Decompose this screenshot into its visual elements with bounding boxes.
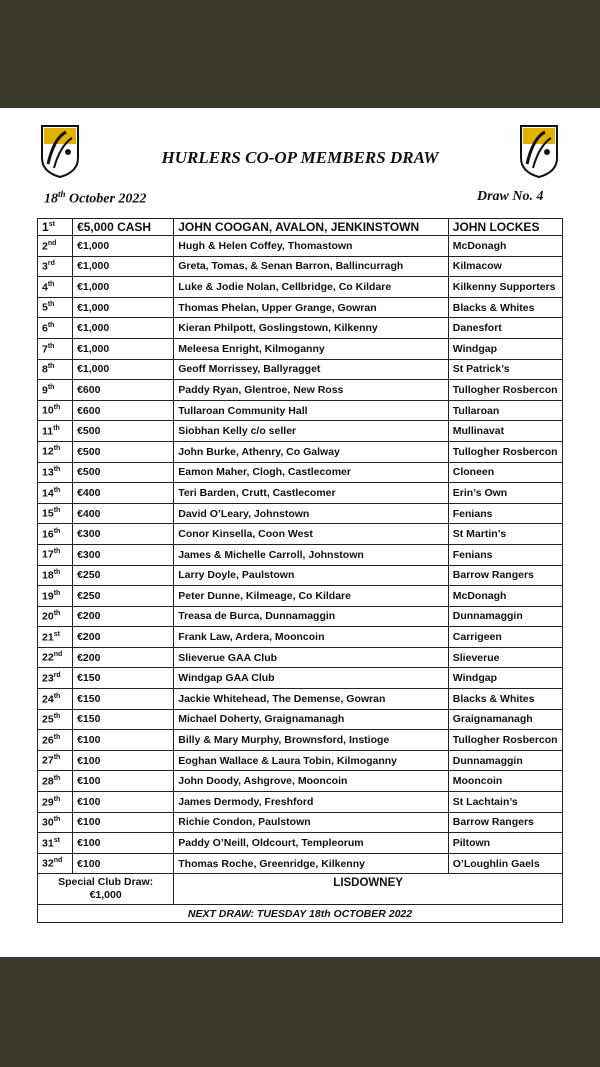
prize-cell: €5,000 CASH (73, 219, 174, 236)
position-cell: 11th (38, 421, 73, 442)
position-cell: 13th (38, 462, 73, 483)
prize-cell: €200 (73, 627, 174, 648)
table-row (38, 503, 563, 524)
prize-cell: €200 (73, 606, 174, 627)
club-cell: Carrigeen (448, 627, 562, 648)
position-cell: 27th (38, 750, 73, 771)
winner-name-cell: David O’Leary, Johnstown (174, 503, 449, 524)
prize-cell: €500 (73, 462, 174, 483)
special-club-draw-winner: LISDOWNEY (174, 874, 563, 905)
table-row (38, 668, 563, 689)
club-cell: Tullogher Rosbercon (448, 441, 562, 462)
position-cell: 10th (38, 400, 73, 421)
table-row (38, 400, 563, 421)
prize-cell: €150 (73, 668, 174, 689)
winner-name-cell: Conor Kinsella, Coon West (174, 524, 449, 545)
table-row (38, 318, 563, 339)
position-cell: 26th (38, 730, 73, 751)
table-row (38, 219, 563, 236)
winner-name-cell: JOHN COOGAN, AVALON, JENKINSTOWN (174, 219, 449, 236)
club-cell: Slieverue (448, 647, 562, 668)
position-cell: 20th (38, 606, 73, 627)
winner-name-cell: Billy & Mary Murphy, Brownsford, Instioge (174, 730, 449, 751)
table-row (38, 421, 563, 442)
prize-cell: €100 (73, 730, 174, 751)
table-row (38, 359, 563, 380)
club-cell: St Lachtain’s (448, 792, 562, 813)
prize-cell: €200 (73, 647, 174, 668)
position-cell: 28th (38, 771, 73, 792)
club-cell: Piltown (448, 833, 562, 854)
winner-name-cell: John Burke, Athenry, Co Galway (174, 441, 449, 462)
club-cell: Dunnamaggin (448, 750, 562, 771)
club-cell: Blacks & Whites (448, 689, 562, 710)
club-cell: Kilkenny Supporters (448, 277, 562, 298)
prize-cell: €300 (73, 544, 174, 565)
club-cell: Graignamanagh (448, 709, 562, 730)
winner-name-cell: Meleesa Enright, Kilmoganny (174, 338, 449, 359)
top-dark-band (0, 0, 600, 108)
prize-cell: €600 (73, 400, 174, 421)
club-cell: Mullinavat (448, 421, 562, 442)
winner-name-cell: Thomas Phelan, Upper Grange, Gowran (174, 297, 449, 318)
club-cell: McDonagh (448, 586, 562, 607)
position-cell: 1st (38, 219, 73, 236)
winner-name-cell: Kieran Philpott, Goslingstown, Kilkenny (174, 318, 449, 339)
winner-name-cell: Windgap GAA Club (174, 668, 449, 689)
winner-name-cell: Siobhan Kelly c/o seller (174, 421, 449, 442)
table-row (38, 483, 563, 504)
winner-name-cell: Frank Law, Ardera, Mooncoin (174, 627, 449, 648)
club-cell: St Patrick’s (448, 359, 562, 380)
club-cell: Barrow Rangers (448, 565, 562, 586)
table-row (38, 524, 563, 545)
prize-cell: €150 (73, 689, 174, 710)
club-cell: Windgap (448, 338, 562, 359)
table-row (38, 606, 563, 627)
prize-cell: €300 (73, 524, 174, 545)
position-cell: 23rd (38, 668, 73, 689)
prize-cell: €100 (73, 792, 174, 813)
prize-cell: €150 (73, 709, 174, 730)
next-draw-row (38, 905, 563, 923)
club-cell: Cloneen (448, 462, 562, 483)
position-cell: 19th (38, 586, 73, 607)
table-row (38, 853, 563, 874)
table-row (38, 771, 563, 792)
draw-results-sheet (0, 108, 600, 957)
club-cell: Erin’s Own (448, 483, 562, 504)
prize-cell: €100 (73, 750, 174, 771)
club-cell: Danesfort (448, 318, 562, 339)
club-cell: Dunnamaggin (448, 606, 562, 627)
position-cell: 3rd (38, 256, 73, 277)
winner-name-cell: Paddy Ryan, Glentroe, New Ross (174, 380, 449, 401)
position-cell: 8th (38, 359, 73, 380)
draw-number: Draw No. 4 (477, 189, 544, 204)
prize-cell: €1,000 (73, 359, 174, 380)
table-row (38, 833, 563, 854)
prize-cell: €500 (73, 441, 174, 462)
winner-name-cell: Eamon Maher, Clogh, Castlecomer (174, 462, 449, 483)
position-cell: 31st (38, 833, 73, 854)
club-cell: O’Loughlin Gaels (448, 853, 562, 874)
club-cell: Windgap (448, 668, 562, 689)
position-cell: 17th (38, 544, 73, 565)
prize-cell: €100 (73, 833, 174, 854)
special-club-draw-row (38, 874, 563, 905)
winner-name-cell: Paddy O’Neill, Oldcourt, Templeorum (174, 833, 449, 854)
table-row (38, 565, 563, 586)
prize-cell: €100 (73, 771, 174, 792)
position-cell: 30th (38, 812, 73, 833)
results-table (37, 218, 563, 923)
document-title: HURLERS CO-OP MEMBERS DRAW (161, 148, 439, 167)
table-row (38, 750, 563, 771)
prize-cell: €1,000 (73, 277, 174, 298)
position-cell: 24th (38, 689, 73, 710)
position-cell: 29th (38, 792, 73, 813)
position-cell: 6th (38, 318, 73, 339)
table-row (38, 730, 563, 751)
winner-name-cell: Luke & Jodie Nolan, Cellbridge, Co Kildare (174, 277, 449, 298)
position-cell: 5th (38, 297, 73, 318)
prize-cell: €600 (73, 380, 174, 401)
winner-name-cell: Greta, Tomas, & Senan Barron, Ballincurragh (174, 256, 449, 277)
winner-name-cell: Tullaroan Community Hall (174, 400, 449, 421)
table-row (38, 256, 563, 277)
winner-name-cell: Hugh & Helen Coffey, Thomastown (174, 236, 449, 257)
club-cell: Mooncoin (448, 771, 562, 792)
winner-name-cell: Geoff Morrissey, Ballyragget (174, 359, 449, 380)
position-cell: 14th (38, 483, 73, 504)
table-row (38, 441, 563, 462)
position-cell: 22nd (38, 647, 73, 668)
winner-name-cell: Jackie Whitehead, The Demense, Gowran (174, 689, 449, 710)
prize-cell: €100 (73, 853, 174, 874)
table-row (38, 647, 563, 668)
position-cell: 21st (38, 627, 73, 648)
winner-name-cell: Larry Doyle, Paulstown (174, 565, 449, 586)
club-cell: Tullogher Rosbercon (448, 380, 562, 401)
table-row (38, 544, 563, 565)
table-row (38, 709, 563, 730)
club-cell: Fenians (448, 544, 562, 565)
winner-name-cell: Peter Dunne, Kilmeage, Co Kildare (174, 586, 449, 607)
prize-cell: €1,000 (73, 256, 174, 277)
bottom-dark-band (0, 957, 600, 1067)
club-cell: St Martin’s (448, 524, 562, 545)
winner-name-cell: Slieverue GAA Club (174, 647, 449, 668)
table-row (38, 338, 563, 359)
draw-date: 18th October 2022 (44, 189, 147, 207)
position-cell: 2nd (38, 236, 73, 257)
position-cell: 16th (38, 524, 73, 545)
table-row (38, 689, 563, 710)
club-cell: JOHN LOCKES (448, 219, 562, 236)
club-cell: Tullogher Rosbercon (448, 730, 562, 751)
winner-name-cell: James Dermody, Freshford (174, 792, 449, 813)
next-draw-notice: NEXT DRAW: TUESDAY 18th OCTOBER 2022 (38, 905, 563, 923)
prize-cell: €500 (73, 421, 174, 442)
club-cell: Blacks & Whites (448, 297, 562, 318)
prize-cell: €1,000 (73, 236, 174, 257)
winner-name-cell: Eoghan Wallace & Laura Tobin, Kilmoganny (174, 750, 449, 771)
prize-cell: €1,000 (73, 318, 174, 339)
prize-cell: €250 (73, 565, 174, 586)
table-row (38, 586, 563, 607)
table-row (38, 462, 563, 483)
position-cell: 12th (38, 441, 73, 462)
table-row (38, 380, 563, 401)
special-club-draw-label: Special Club Draw: €1,000 (38, 874, 174, 905)
prize-cell: €400 (73, 483, 174, 504)
position-cell: 18th (38, 565, 73, 586)
table-row (38, 627, 563, 648)
prize-cell: €1,000 (73, 338, 174, 359)
club-cell: Tullaroan (448, 400, 562, 421)
table-row (38, 792, 563, 813)
position-cell: 25th (38, 709, 73, 730)
table-row (38, 236, 563, 257)
winner-name-cell: James & Michelle Carroll, Johnstown (174, 544, 449, 565)
prize-cell: €100 (73, 812, 174, 833)
club-cell: Kilmacow (448, 256, 562, 277)
club-cell: McDonagh (448, 236, 562, 257)
club-cell: Fenians (448, 503, 562, 524)
winner-name-cell: Richie Condon, Paulstown (174, 812, 449, 833)
winner-name-cell: Treasa de Burca, Dunnamaggin (174, 606, 449, 627)
position-cell: 4th (38, 277, 73, 298)
prize-cell: €1,000 (73, 297, 174, 318)
table-row (38, 277, 563, 298)
table-row (38, 297, 563, 318)
table-row (38, 812, 563, 833)
club-cell: Barrow Rangers (448, 812, 562, 833)
position-cell: 32nd (38, 853, 73, 874)
winner-name-cell: John Doody, Ashgrove, Mooncoin (174, 771, 449, 792)
position-cell: 7th (38, 338, 73, 359)
winner-name-cell: Thomas Roche, Greenridge, Kilkenny (174, 853, 449, 874)
winner-name-cell: Teri Barden, Crutt, Castlecomer (174, 483, 449, 504)
prize-cell: €400 (73, 503, 174, 524)
position-cell: 9th (38, 380, 73, 401)
winner-name-cell: Michael Doherty, Graignamanagh (174, 709, 449, 730)
position-cell: 15th (38, 503, 73, 524)
prize-cell: €250 (73, 586, 174, 607)
